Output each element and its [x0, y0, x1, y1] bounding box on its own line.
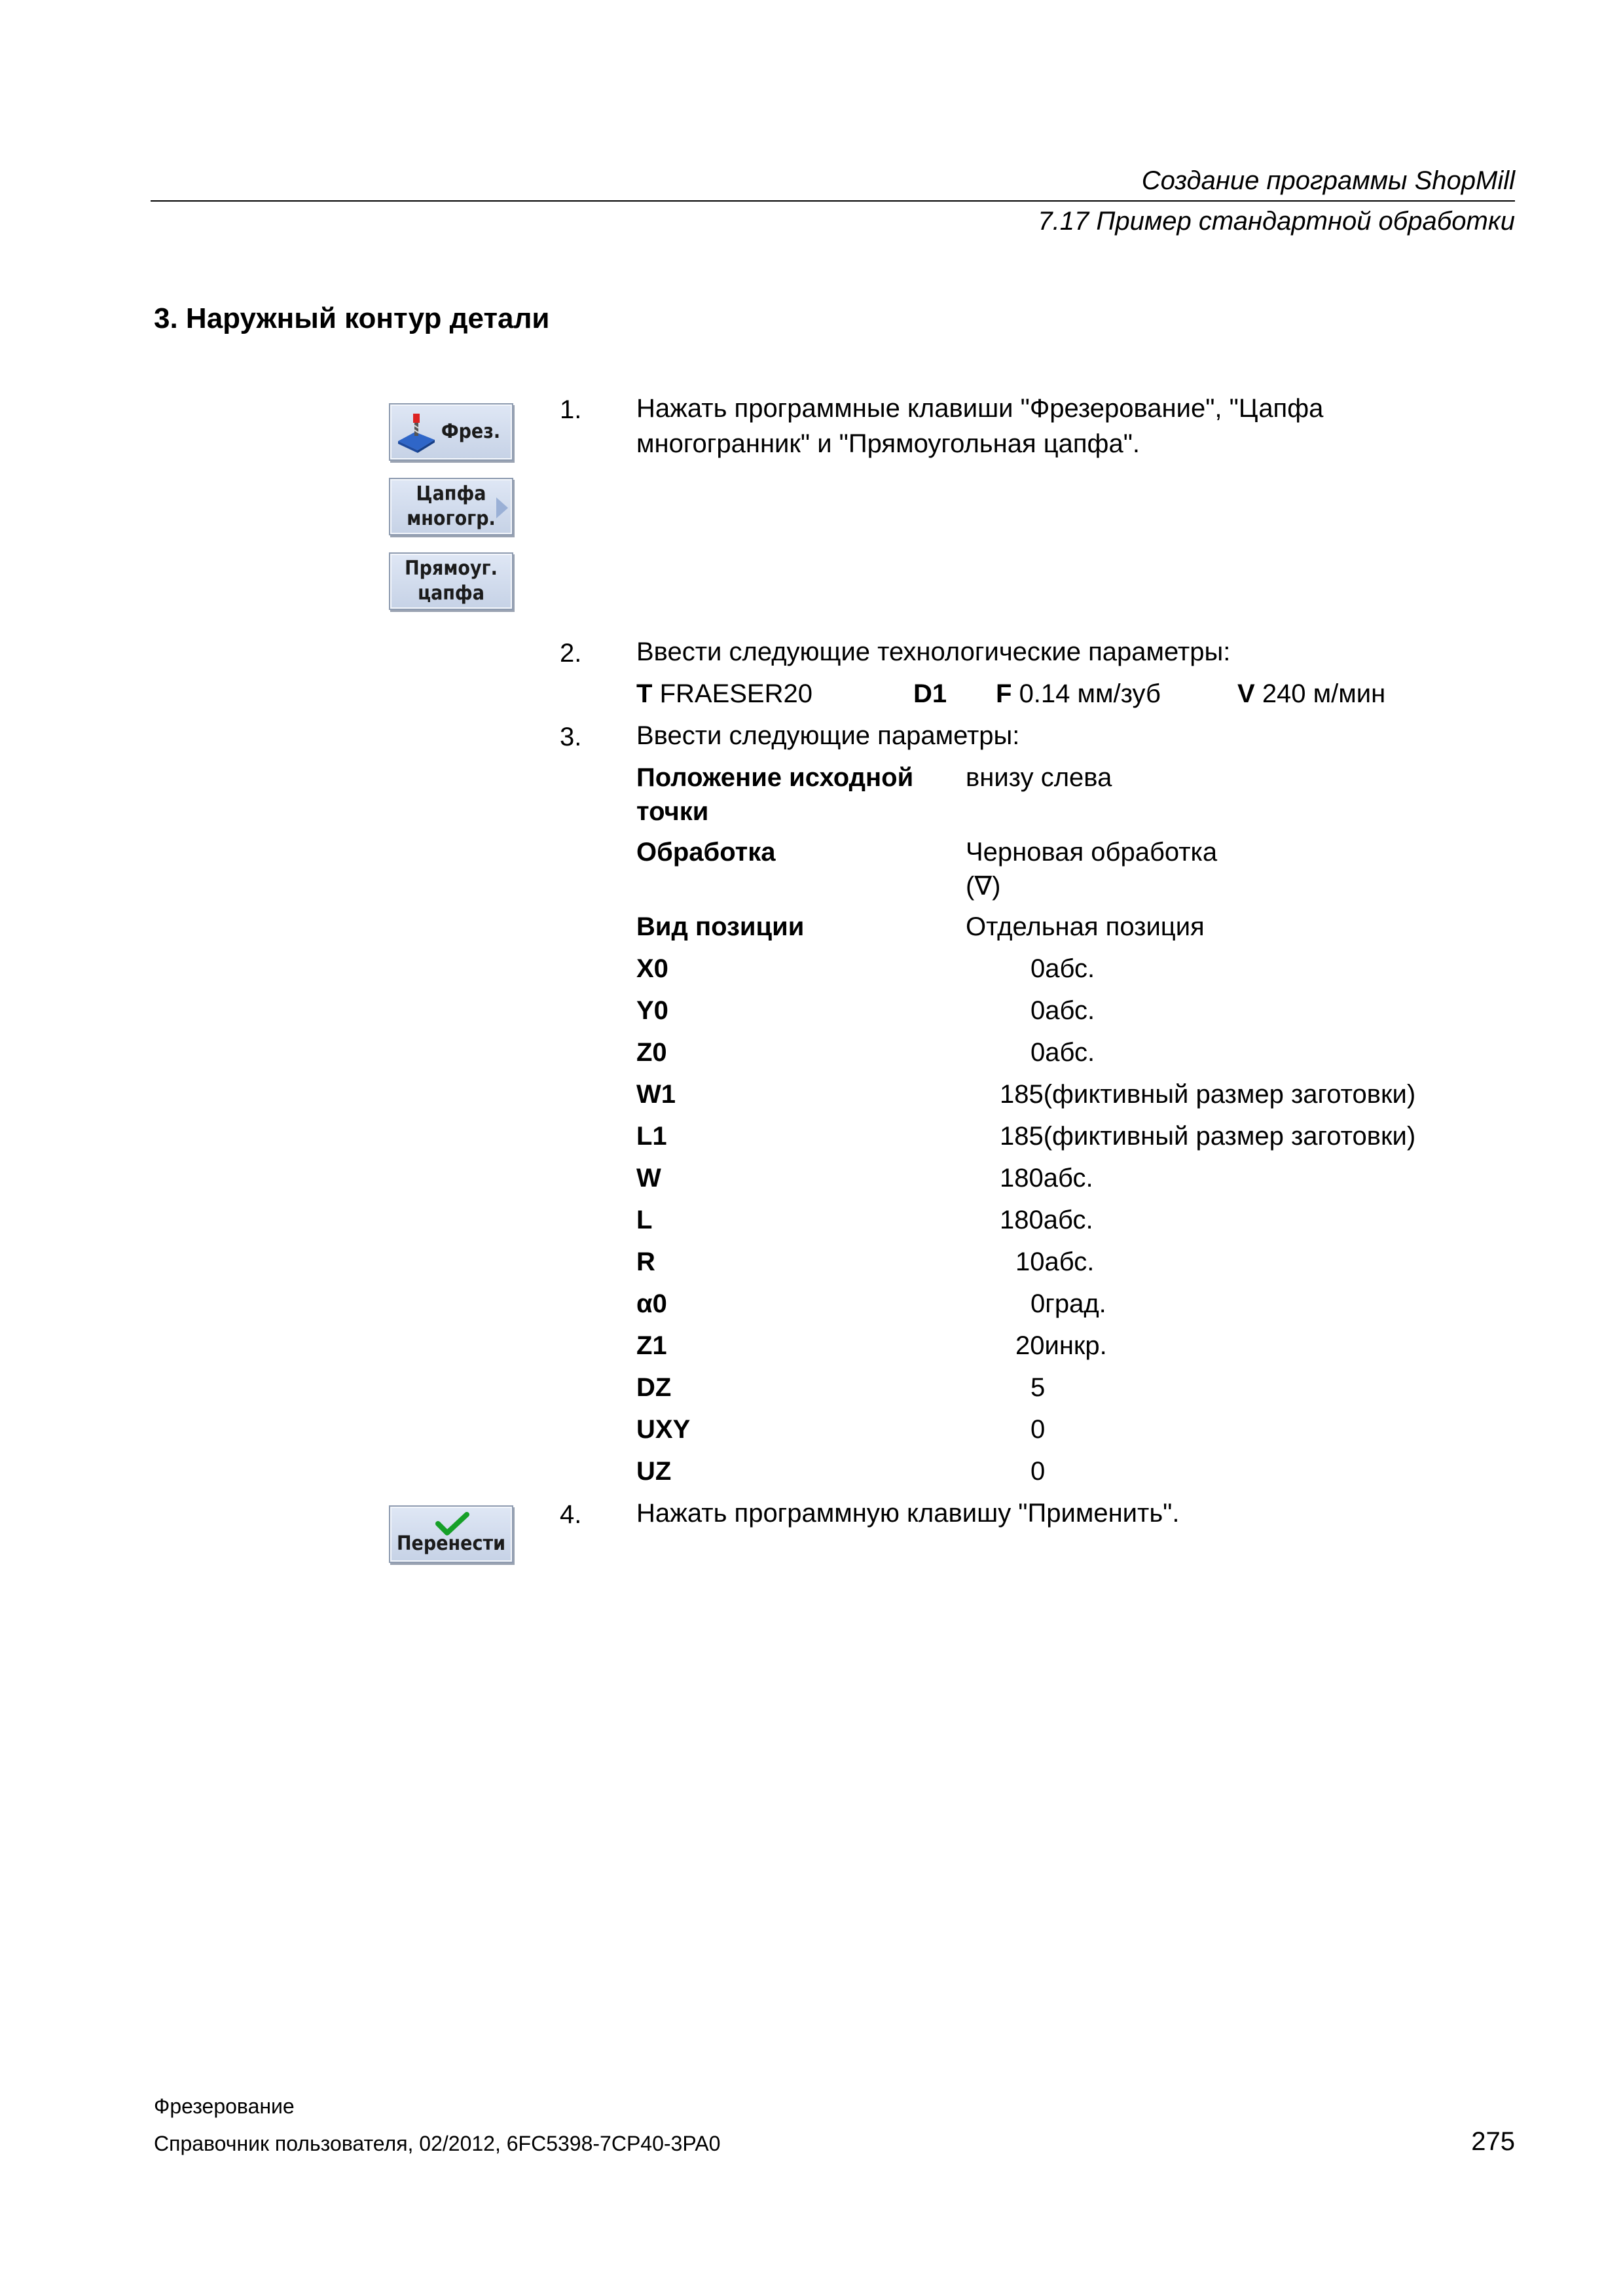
tech-f-value: 0.14 мм/зуб [1019, 679, 1161, 708]
param-value: 185(фиктивный размер заготовки) [1000, 1122, 1416, 1151]
tech-t [636, 677, 812, 711]
param-machining-value-1: Черновая обработка [966, 838, 1218, 867]
param-value: 185(фиктивный размер заготовки) [1000, 1080, 1416, 1109]
param-position-value: Отдельная позиция [966, 912, 1205, 941]
page-title: 3. Наружный контур детали [154, 302, 550, 334]
apply-softkey[interactable] [389, 1505, 513, 1563]
tech-t-value: FRAESER20 [659, 679, 812, 708]
step-3-number: 3. [560, 723, 582, 751]
param-label: α0 [636, 1289, 667, 1318]
polygon-spigot-softkey[interactable] [389, 478, 513, 535]
param-value: 5 [1030, 1373, 1046, 1402]
rect-softkey-line1: Прямоуг. [405, 557, 498, 580]
polygon-softkey-line2: многогр. [407, 507, 496, 530]
tech-d-label: D1 [913, 679, 947, 708]
param-label: UXY [636, 1415, 691, 1444]
header-divider [151, 200, 1515, 202]
param-label: Z1 [636, 1331, 667, 1360]
param-value: 180абс. [1000, 1164, 1093, 1193]
step-2-number: 2. [560, 639, 582, 668]
param-value: 0абс. [1030, 1038, 1095, 1067]
footer-section: Фрезерование [154, 2094, 295, 2118]
step-2-text: Ввести следующие технологические параметры: [636, 637, 1231, 666]
tech-v [1237, 677, 1385, 711]
mill-softkey[interactable] [389, 403, 513, 461]
param-label: R [636, 1247, 655, 1276]
param-label: L [636, 1206, 653, 1234]
param-value: 0град. [1030, 1289, 1106, 1318]
mill-softkey-label: Фрез. [441, 420, 501, 443]
param-machining-value-2: (∇) [966, 872, 1001, 901]
param-value: 0абс. [1030, 954, 1095, 983]
param-start-label-2: точки [636, 797, 709, 826]
step-1-number: 1. [560, 395, 582, 424]
param-position-label: Вид позиции [636, 912, 805, 941]
param-label: Y0 [636, 996, 668, 1025]
tech-v-value: 240 м/мин [1262, 679, 1386, 708]
param-machining-label: Обработка [636, 838, 776, 867]
param-value: 20инкр. [1015, 1331, 1107, 1360]
tech-v-label: V [1237, 679, 1255, 708]
tech-f-label: F [996, 679, 1012, 708]
polygon-softkey-line1: Цапфа [416, 482, 486, 505]
tech-f [996, 677, 1161, 711]
param-value: 10абс. [1015, 1247, 1095, 1276]
apply-softkey-label: Перенести [396, 1532, 506, 1555]
step-4-number: 4. [560, 1500, 582, 1529]
header-chapter: Создание программы ShopMill [1141, 166, 1515, 195]
param-start-label-1: Положение исходной [636, 763, 914, 792]
param-value: 0абс. [1030, 996, 1095, 1025]
milling-tool-icon [395, 412, 437, 453]
param-value: 180абс. [1000, 1206, 1093, 1234]
param-label: W1 [636, 1080, 676, 1109]
tech-t-label: T [636, 679, 653, 708]
param-label: W [636, 1164, 661, 1193]
page-number: 275 [1471, 2127, 1515, 2156]
step-1-line2: многогранник" и "Прямоугольная цапфа". [636, 429, 1140, 458]
step-4-text: Нажать программную клавишу "Применить". [636, 1499, 1180, 1528]
checkmark-icon [434, 1511, 471, 1537]
param-start-value: внизу слева [966, 763, 1112, 792]
param-label: X0 [636, 954, 668, 983]
param-label: DZ [636, 1373, 672, 1402]
header-section: 7.17 Пример стандартной обработки [1038, 207, 1515, 236]
rect-softkey-line2: цапфа [418, 582, 484, 605]
param-label: UZ [636, 1457, 672, 1486]
footer-manual-info: Справочник пользователя, 02/2012, 6FC5398-7CP40-3PA0 [154, 2132, 721, 2155]
step-3-text: Ввести следующие параметры: [636, 721, 1020, 750]
submenu-arrow-icon [496, 497, 508, 518]
param-value: 0 [1030, 1415, 1046, 1444]
rect-spigot-softkey[interactable] [389, 552, 513, 610]
param-label: L1 [636, 1122, 667, 1151]
step-1-line1: Нажать программные клавиши "Фрезерование", "Цапфа [636, 394, 1324, 423]
param-value: 0 [1030, 1457, 1046, 1486]
param-label: Z0 [636, 1038, 667, 1067]
